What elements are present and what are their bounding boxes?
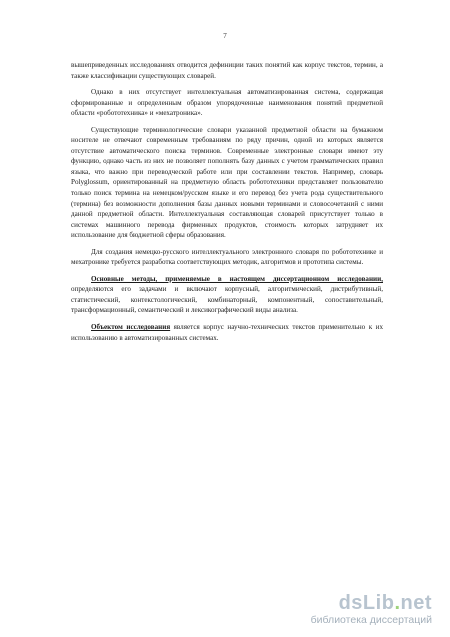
- paragraph-text: Существующие терминологические словари указанной предметной области на бумажном носителе не отвечают современным требованиям по ряду причин, одной из которых является отсутствие автоматического поиска терминов. Современные электронные словари имеют эту функцию, однако часть из них не позволяет пополнять базу данных с учетом грамматических правил языка, что важно при переводческой работе или при составлении текстов. Например, словарь Polyglossum, ориентированный на предметную область робототехники представляет пользователю только поиск термина на немецком/русском языке и его перевод без учета рода существительного (термина) без возможности дополнения базы данных новыми терминами и словосочетаний с ними данной предметной области. Интеллектуальная составляющая словарей присутствует только в системах машинного перевода фирменных продуктов, стоимость которых затрудняет их использование для бюджетной сферы образования.: [71, 125, 383, 240]
- paragraph: [71, 125, 383, 241]
- paragraph: [71, 87, 383, 119]
- paragraph: [71, 322, 383, 343]
- page-number: 7: [223, 32, 227, 40]
- paragraph-text: Однако в них отсутствует интеллектуальная автоматизированная система, содержащая сформированные и определенным образом упорядоченные наименования понятий предметной области «робототехника» и «мехатроника».: [71, 88, 383, 118]
- underlined-heading: Основные методы, применяемые в настоящем диссертационном исследовании,: [91, 274, 383, 283]
- watermark-logo-main: dsLib: [338, 592, 395, 614]
- watermark-logo-dot: .: [394, 592, 401, 614]
- paragraph-text: Для создания немецко-русского интеллектуального электронного словаря по робототехнике и мехатронике требуется разработка соответствующих методик, алгоритмов и прототипа системы.: [71, 247, 383, 267]
- underlined-heading: Объектом исследования: [91, 323, 171, 332]
- paragraph-text: является корпус научно-технических текстов применительно к их использованию в автоматизированных системах.: [71, 323, 384, 342]
- paragraph-text: вышеприведенных исследованиях отводится дефиниции таких понятий как корпус текстов, термин, а также классификации существующих словарей.: [71, 61, 383, 80]
- paragraph-text: определяются его задачами и включают корпусный, алгоритмический, дистрибутивный, статистический, контекстологический, комбинаторный, компонентный, сопоставительный, трансформационный, семантический и лексикографический виды анализа.: [71, 285, 383, 315]
- watermark-logo-tld: net: [400, 592, 432, 614]
- paragraph: [71, 60, 383, 81]
- document-body: [71, 60, 383, 349]
- paragraph: [71, 247, 383, 268]
- paragraph: [71, 274, 383, 316]
- watermark-subtitle: библиотека диссертаций: [310, 614, 432, 626]
- dslib-watermark: [311, 593, 432, 627]
- watermark-logo: [311, 593, 432, 613]
